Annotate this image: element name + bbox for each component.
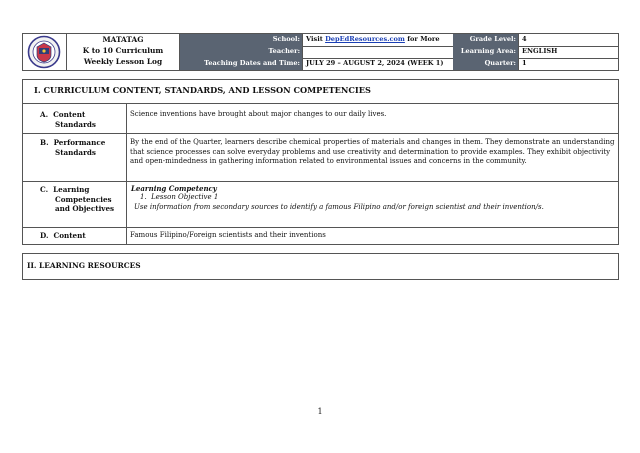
grade-level-label: Grade Level:	[453, 34, 519, 46]
divider	[302, 46, 453, 47]
row-divider	[22, 227, 619, 228]
performance-standards-text: By the end of the Quarter, learners describe chemical properties of materials and changes in them. They demonstrate an understanding that science processes can solve everyday problems and use creativity and determination to provide examples. They exhibit objectivity and open-mindedness in gathering information related to environmental issues and concerns in the community.	[130, 138, 615, 166]
title-line: Weekly Lesson Log	[83, 57, 163, 66]
title-line: K to 10 Curriculum	[82, 46, 164, 55]
label-line: Competencies	[40, 194, 112, 204]
school-value	[302, 34, 453, 46]
school-suffix: for More	[404, 35, 440, 43]
grade-level-value: 4	[518, 34, 618, 46]
quarter-value: 1	[518, 58, 618, 70]
row-divider	[22, 133, 619, 134]
deped-seal-logo	[22, 33, 66, 71]
divider	[302, 58, 453, 59]
teacher-label: Teacher:	[180, 46, 303, 58]
label-line: Standards	[40, 119, 96, 129]
teaching-dates-label: Teaching Dates and Time:	[180, 58, 303, 70]
title-line: MATATAG	[102, 35, 144, 44]
document-title	[66, 33, 180, 71]
school-label: School:	[180, 34, 303, 46]
label-line: A. Content	[40, 110, 86, 119]
learning-competency-text: Use information from secondary sources to identify a famous Filipino and/or foreign scientist and their invention/s.	[134, 203, 544, 211]
lesson-objective: 1. Lesson Objective 1	[140, 193, 219, 201]
learning-resources-section: II. LEARNING RESOURCES	[22, 253, 619, 280]
school-prefix: Visit	[306, 35, 326, 43]
column-divider	[126, 104, 127, 245]
depedresources-link[interactable]: DepEdResources.com	[325, 35, 405, 43]
learning-competency-heading: Learning Competency	[131, 184, 217, 193]
teacher-value	[302, 46, 453, 58]
content-label	[40, 231, 124, 241]
label-line: D. Content	[40, 231, 86, 240]
row-divider	[22, 181, 619, 182]
label-line: B. Performance	[40, 138, 106, 147]
divider	[518, 46, 618, 47]
learning-area-value: ENGLISH	[518, 46, 618, 58]
content-standards-label	[40, 110, 124, 129]
label-line: Standards	[40, 147, 96, 157]
content-standards-text: Science inventions have brought about major changes to our daily lives.	[130, 110, 387, 118]
quarter-label: Quarter:	[453, 58, 519, 70]
section-heading: I. CURRICULUM CONTENT, STANDARDS, AND LESSON COMPETENCIES	[22, 79, 619, 104]
label-line: C. Learning	[40, 185, 90, 194]
teaching-dates-value: JULY 29 – AUGUST 2, 2024 (WEEK 1)	[302, 58, 453, 70]
label-line: and Objectives	[40, 204, 115, 213]
learning-area-label: Learning Area:	[453, 46, 519, 58]
learning-competencies-label	[40, 185, 124, 214]
divider	[518, 58, 618, 59]
page-number: 1	[317, 407, 323, 416]
content-text: Famous Filipino/Foreign scientists and their inventions	[130, 231, 326, 239]
performance-standards-label	[40, 138, 124, 157]
